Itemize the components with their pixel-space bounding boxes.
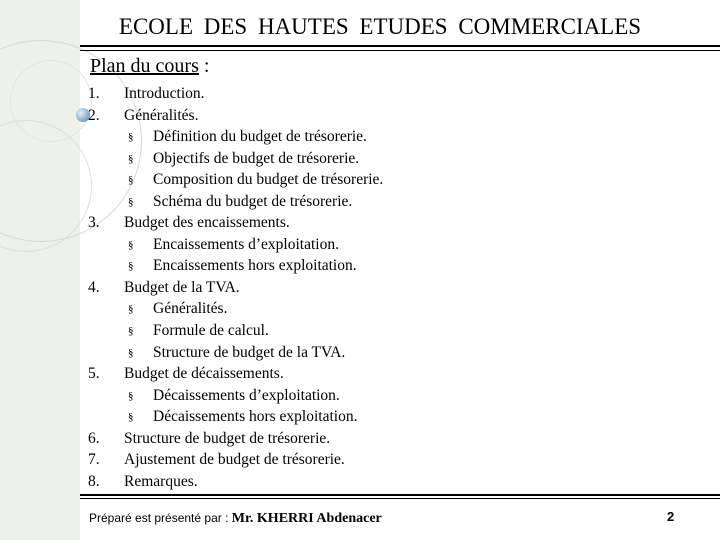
outline-subitem-text: Encaissements hors exploitation. [153,257,357,275]
decorative-arc [10,60,92,142]
header-divider [80,50,720,51]
square-bullet-icon: § [128,174,134,187]
outline-item-number: 4. [88,278,100,296]
square-bullet-icon: § [128,260,134,273]
square-bullet-icon: § [128,389,134,402]
outline-item-number: 1. [88,85,100,102]
outline-item-text: Généralités. [124,106,199,124]
outline-subitem-text: Décaissements d’exploitation. [153,386,340,404]
outline-subitem-text: Objectifs de budget de trésorerie. [153,149,360,167]
outline-subitem-text: Définition du budget de trésorerie. [153,128,367,146]
outline-item-text: Budget des encaissements. [124,214,290,232]
square-bullet-icon: § [128,152,134,165]
square-bullet-icon: § [128,346,134,359]
plan-title-colon: : [198,55,210,77]
outline-item-text: Structure de budget de trésorerie. [124,429,331,447]
outline-item-text: Remarques. [124,472,198,490]
outline-subitem-text: Généralités. [153,300,228,318]
square-bullet-icon: § [128,131,134,144]
outline-item-text: Budget de décaissements. [124,365,284,383]
square-bullet-icon: § [128,411,134,424]
left-decorative-band [0,0,80,540]
outline-item-number: 8. [88,472,100,490]
decorative-arc [0,120,92,252]
footer-author: Mr. KHERRI Abdenacer [231,511,382,526]
plan-title [90,55,209,78]
header-divider [80,45,720,47]
outline-item-number: 6. [88,429,100,447]
outline-subitem-text: Formule de calcul. [153,322,269,340]
plan-title-text: Plan du cours [90,55,199,77]
outline-item-text: Ajustement de budget de trésorerie. [124,451,345,469]
footer-credit [89,511,382,527]
outline-subitem-text: Décaissements hors exploitation. [153,408,358,426]
outline-item-text: Budget de la TVA. [124,278,240,296]
outline-item-number: 2. [88,106,100,124]
footer-divider [80,494,720,496]
outline-item-text: Introduction. [124,85,205,102]
square-bullet-icon: § [128,303,134,316]
page-number: 2 [667,509,675,524]
square-bullet-icon: § [128,195,134,208]
square-bullet-icon: § [128,325,134,338]
outline-item-number: 5. [88,365,100,383]
outline-item-number: 7. [88,451,100,469]
outline-subitem-text: Composition du budget de trésorerie. [153,171,384,189]
square-bullet-icon: § [128,238,134,251]
outline-subitem-text: Schéma du budget de trésorerie. [153,192,353,210]
header-title: ECOLE DES HAUTES ETUDES COMMERCIALES [118,14,642,39]
outline-item-number: 3. [88,214,100,232]
footer-prepared-label: Préparé est présenté par : [89,511,229,525]
outline-subitem-text: Structure de budget de la TVA. [153,343,346,361]
footer-divider [80,498,720,499]
outline-subitem-text: Encaissements d’exploitation. [153,235,339,253]
